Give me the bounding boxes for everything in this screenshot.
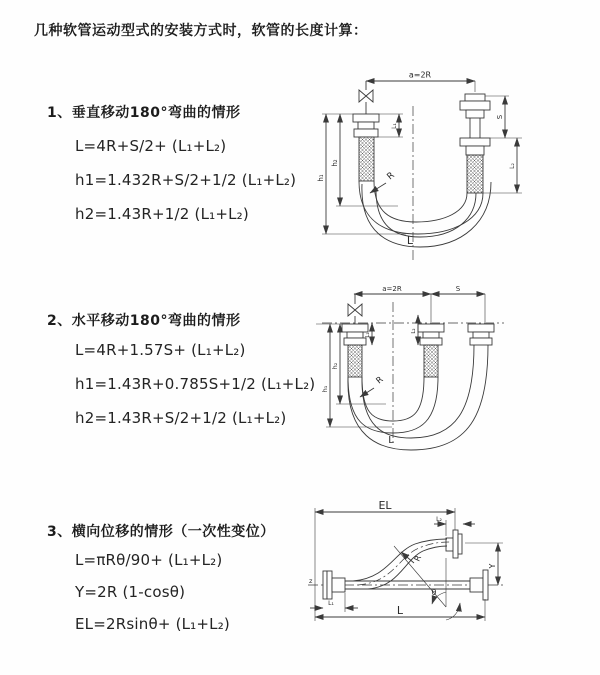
- dim-label-l2: L₂: [411, 328, 417, 334]
- radius-label: R: [374, 374, 386, 387]
- dim-label-l1: L₁: [328, 600, 334, 607]
- diagram-horizontal-bend: [306, 282, 598, 457]
- dim-label-a2r: a=2R: [382, 285, 402, 293]
- section-1-formulas: [75, 136, 296, 238]
- section-2-heading: 2、水平移动180°弯曲的情形: [47, 313, 241, 329]
- formula-line: h2=1.43R+1/2 (L₁+L₂): [75, 205, 249, 223]
- section-3-heading: 3、横向位移的情形（一次性变位）: [47, 524, 275, 540]
- dim-label-h1: h₁: [317, 174, 325, 182]
- radius-label: R: [385, 170, 397, 183]
- dim-label-s: S: [455, 285, 461, 293]
- diagram-linework: [316, 294, 504, 450]
- formula-line: EL=2Rsinθ+ (L₁+L₂): [75, 615, 230, 633]
- diagram-lateral-displacement: [298, 500, 598, 650]
- formula-line: L=4R+S/2+ (L₁+L₂): [75, 137, 227, 155]
- hose-centerline: [358, 542, 450, 585]
- flange: [483, 570, 488, 600]
- radius-label: R: [412, 554, 424, 563]
- length-label: L: [406, 234, 414, 247]
- length-label: L: [396, 604, 404, 617]
- formula-line: Y=2R (1-cosθ): [75, 583, 186, 601]
- dim-label-l2: L₂: [436, 516, 442, 523]
- braided-hose-section: [359, 137, 374, 181]
- valve-icon: [348, 304, 362, 316]
- diagram-linework: [308, 508, 505, 621]
- flange: [323, 571, 327, 599]
- diagram-vertical-bend: [310, 66, 588, 266]
- dim-label-y: Y: [488, 563, 497, 569]
- dim-label-l1: L₁: [391, 123, 398, 129]
- flange: [468, 324, 494, 332]
- formula-line: h1=1.43R+0.785S+1/2 (L₁+L₂): [75, 375, 316, 393]
- page-title: 几种软管运动型式的安装方式时，软管的长度计算：: [34, 23, 368, 39]
- formula-line: h1=1.432R+S/2+1/2 (L₁+L₂): [75, 171, 297, 189]
- dim-label-h2: h₂: [331, 159, 339, 167]
- formula-line: L=4R+1.57S+ (L₁+L₂): [75, 341, 246, 359]
- flange: [460, 101, 490, 110]
- radius-leader: [401, 552, 414, 563]
- centerline-mark: z: [309, 577, 313, 585]
- braided-hose-section: [467, 155, 483, 193]
- angle-reference-line: [394, 546, 446, 607]
- radius-leader: [370, 183, 386, 193]
- hose-curve: [368, 546, 447, 589]
- formula-line: L=πRθ/90+ (L₁+L₂): [75, 551, 223, 569]
- angle-arc: [446, 603, 460, 620]
- flange: [342, 324, 368, 332]
- formula-line: h2=1.43R+S/2+1/2 (L₁+L₂): [75, 409, 287, 427]
- angle-label: θ: [431, 588, 437, 597]
- hose-curve: [353, 539, 447, 581]
- hose-curve: [374, 181, 467, 222]
- flange: [460, 138, 490, 146]
- length-label: L: [388, 435, 394, 446]
- braided-hose-section: [424, 345, 438, 377]
- dim-label-l1: L₁: [365, 332, 371, 338]
- flange: [418, 324, 444, 332]
- flange: [453, 530, 458, 558]
- hose-curve: [362, 345, 474, 438]
- dim-label-h2: h₂: [331, 362, 339, 370]
- section-3-formulas: [75, 550, 230, 646]
- dim-label-h1: h₁: [321, 385, 329, 393]
- section-2-formulas: [75, 340, 315, 442]
- braided-hose-section: [348, 345, 362, 377]
- dim-label-el: EL: [378, 500, 392, 512]
- section-1-heading: 1、垂直移动180°弯曲的情形: [47, 105, 241, 121]
- valve-icon: [359, 90, 373, 102]
- dim-label-s: S: [496, 114, 504, 120]
- flange: [353, 114, 379, 122]
- dim-label-a2r: a=2R: [408, 70, 432, 80]
- diagram-linework: [322, 81, 522, 262]
- dim-label-l2: L₂: [509, 163, 516, 169]
- hose-curve: [348, 345, 488, 450]
